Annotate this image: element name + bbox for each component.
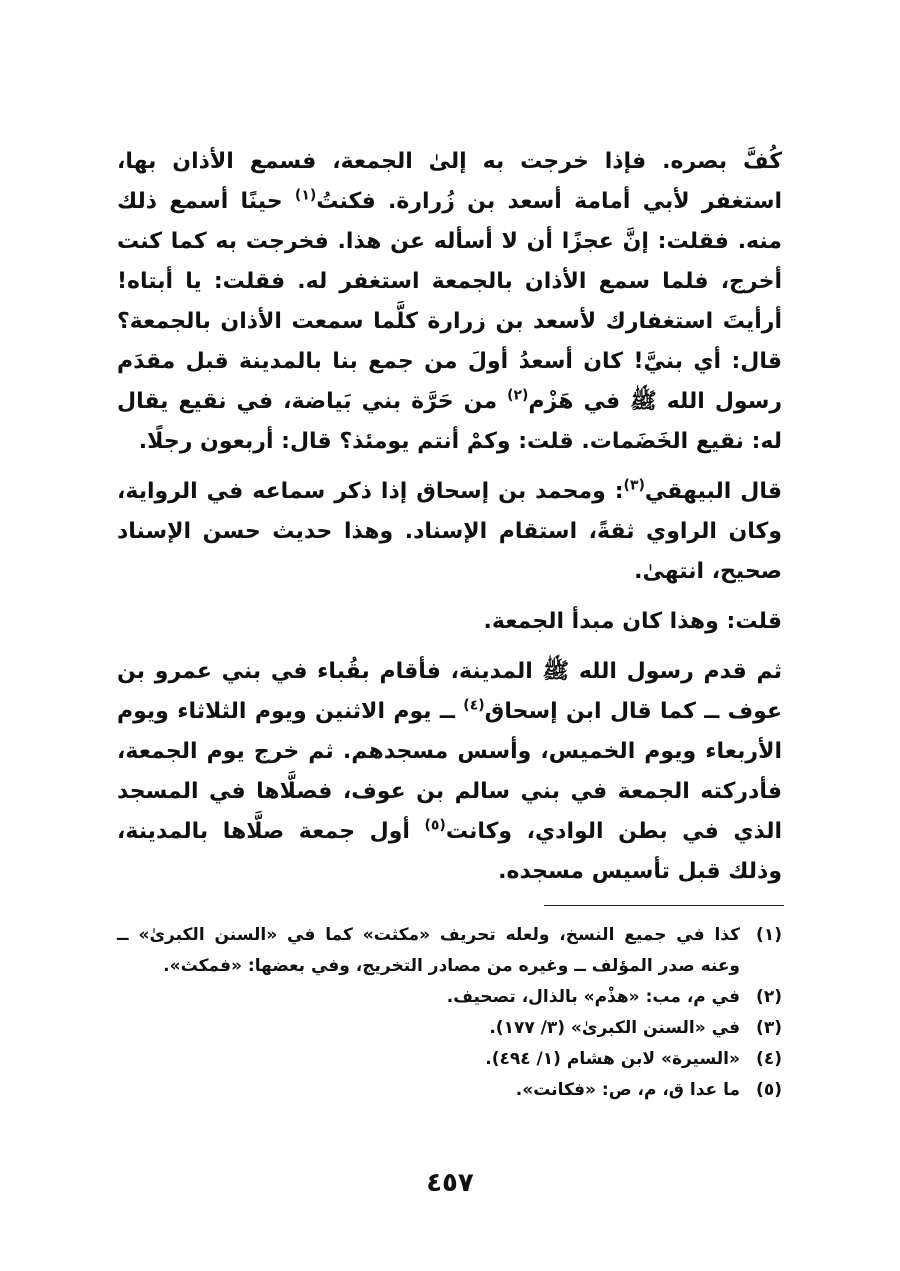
- paragraph-1-part-b: حينًا أسمع ذلك منه. فقلت: إنَّ عجزًا أن لا أسأله عن هذا. فخرجت به كما كنت أخرج، فلما سمع الأذان بالجمعة استغفر له. فقلت: يا أبتاه! أرأيتَ استغفارك لأسعد بن زرارة كلَّما سمعت الأذان بالجمعة؟ قال: أي بنيَّ! كان أسعدُ أولَ من جمع بنا بالمدينة قبل مقدَم رسول الله ﷺ في هَزْم: [117, 189, 782, 414]
- paragraph-2: [117, 472, 782, 592]
- main-text: [117, 142, 782, 892]
- footnote-text: ما عدا ق، م، ص: «فكانت».: [515, 1080, 740, 1100]
- paragraph-3: قلت: وهذا كان مبدأ الجمعة.: [483, 609, 782, 634]
- paragraph-4-part-b: ــ يوم الاثنين ويوم الثلاثاء ويوم الأربعاء ويوم الخميس، وأسس مسجدهم. ثم خرج يوم الجمعة، فأدركته الجمعة في بني سالم بن عوف، فصلَّاها في المسجد الذي في بطن الوادي، وكانت: [117, 699, 783, 844]
- footnote-number: (١): [756, 925, 782, 945]
- footnotes: [117, 920, 782, 1106]
- footnote-number: (٥): [756, 1080, 782, 1100]
- footnote-text: كذا في جميع النسخ، ولعله تحريف «مكثت» كما في «السنن الكبرىٰ» ــ وعنه صدر المؤلف ــ وغيره من مصادر التخريج، وفي بعضها: «فمكث».: [117, 925, 740, 976]
- footnote-text: «السيرة» لابن هشام (١/ ٤٩٤).: [485, 1049, 740, 1069]
- page-number: ٤٥٧: [426, 1168, 474, 1198]
- footnote-text: في م، مب: «هذْم» بالذال، تصحيف.: [446, 987, 740, 1007]
- paragraph-4-part-a: ثم قدم رسول الله ﷺ المدينة، فأقام بقُباء في بني عمرو بن عوف ــ كما قال ابن إسحاق: [117, 659, 782, 724]
- footnote-ref-4[interactable]: (٤): [463, 697, 485, 714]
- paragraph-1-part-c: من حَرَّة بني بَياضة، في نقيع يقال له: نقيع الخَضَمات. قلت: وكمْ أنتم يومئذ؟ قال: أربعون رجلًا.: [117, 389, 782, 454]
- paragraph-2-part-a: قال البيهقي: [644, 479, 782, 504]
- footnote-item: [117, 1044, 782, 1075]
- footnote-ref-5[interactable]: (٥): [424, 817, 446, 834]
- footnote-item: [117, 1013, 782, 1044]
- paragraph-1-part-a: كُفَّ بصره. فإذا خرجت به إلىٰ الجمعة، فسمع الأذان بها، استغفر لأبي أمامة أسعد بن زُرارة. فكنتُ: [117, 149, 783, 214]
- paragraph-4: [117, 652, 782, 892]
- footnote-number: (٣): [756, 1018, 782, 1038]
- paragraph-4-part-c: أول جمعة صلَّاها بالمدينة، وذلك قبل تأسيس مسجده.: [117, 819, 782, 884]
- footnote-ref-1[interactable]: (١): [294, 187, 317, 204]
- paragraph-1: [117, 142, 782, 462]
- paragraph-2-part-b: : ومحمد بن إسحاق إذا ذكر سماعه في الرواية، وكان الراوي ثقةً، استقام الإسناد. وهذا حديث حسن الإسناد صحيح، انتهىٰ.: [117, 479, 782, 584]
- footnote-number: (٢): [756, 987, 782, 1007]
- footnote-ref-3[interactable]: (٣): [623, 477, 645, 494]
- footnote-item: [117, 982, 782, 1013]
- footnote-item: [117, 920, 782, 982]
- footnote-text: في «السنن الكبرىٰ» (٣/ ١٧٧).: [489, 1018, 740, 1038]
- footnote-item: [117, 1075, 782, 1106]
- footnote-divider: [544, 905, 784, 906]
- footnote-ref-2[interactable]: (٢): [507, 387, 529, 404]
- footnote-number: (٤): [756, 1049, 782, 1069]
